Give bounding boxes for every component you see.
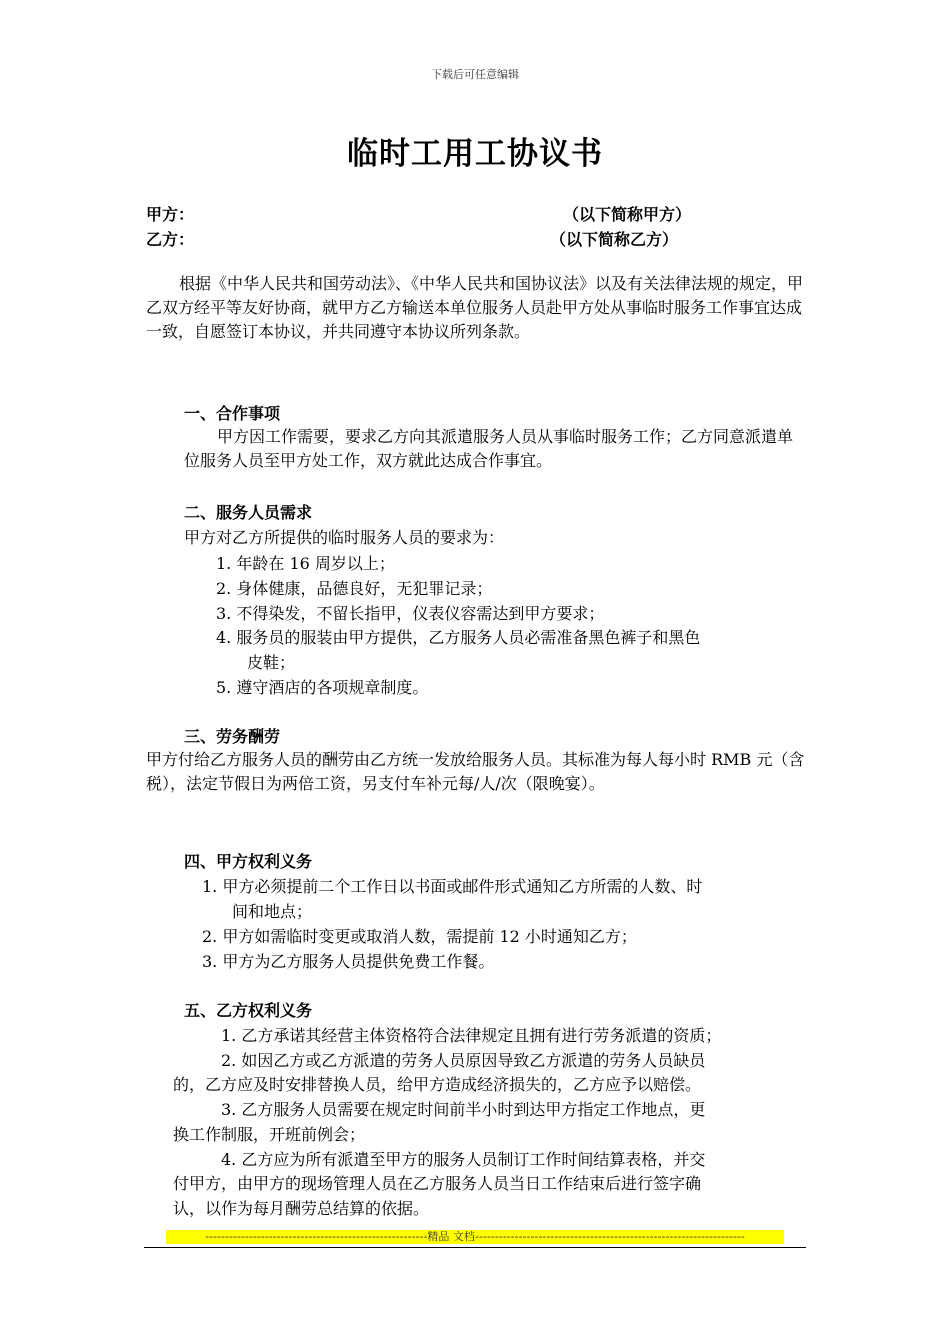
- footer-rule: [144, 1247, 806, 1248]
- document-title: 临时工用工协议书: [347, 136, 603, 172]
- list-item: 1. 甲方必须提前二个工作日以书面或邮件形式通知乙方所需的人数、时: [202, 877, 703, 896]
- party-b-note: （以下简称乙方）: [550, 230, 679, 249]
- list-item: 3. 乙方服务人员需要在规定时间前半小时到达甲方指定工作地点，更: [221, 1100, 706, 1119]
- section-5-heading: 五、乙方权利义务: [184, 1001, 313, 1020]
- list-item: 3. 甲方为乙方服务人员提供免费工作餐。: [202, 952, 495, 971]
- section-3-heading: 三、劳务酬劳: [184, 727, 281, 746]
- list-item: 2. 身体健康，品德良好，无犯罪记录；: [216, 579, 493, 598]
- list-item: 3. 不得染发，不留长指甲，仪表仪容需达到甲方要求；: [216, 604, 605, 623]
- list-item-continuation: 付甲方，由甲方的现场管理人员在乙方服务人员当日工作结束后进行签字确: [173, 1174, 702, 1193]
- list-item-continuation: 认，以作为每月酬劳总结算的依据。: [173, 1199, 430, 1218]
- list-item: 1. 年龄在 16 周岁以上；: [216, 554, 395, 573]
- section-2-heading: 二、服务人员需求: [184, 503, 313, 522]
- list-item: 4. 服务员的服装由甲方提供，乙方服务人员必需准备黑色裤子和黑色: [216, 628, 701, 647]
- list-item-continuation: 的，乙方应及时安排替换人员，给甲方造成经济损失的，乙方应予以赔偿。: [173, 1075, 702, 1094]
- list-item: 4. 乙方应为所有派遣至甲方的服务人员制订工作时间结算表格，并交: [221, 1150, 706, 1169]
- party-a-label: 甲方：: [146, 205, 195, 224]
- list-item-continuation: 间和地点；: [232, 902, 313, 921]
- header-note: 下载后可任意编辑: [431, 68, 519, 81]
- section-4-heading: 四、甲方权利义务: [184, 852, 313, 871]
- section-2-lead: 甲方对乙方所提供的临时服务人员的要求为：: [184, 528, 505, 547]
- section-3-body: 甲方付给乙方服务人员的酬劳由乙方统一发放给服务人员。其标准为每人每小时 RMB 元（含税），法定节假日为两倍工资，另支付车补元每/人/次（限晚宴）。: [146, 750, 805, 793]
- list-item: 1. 乙方承诺其经营主体资格符合法律规定且拥有进行劳务派遣的资质；: [221, 1026, 722, 1045]
- list-item: 5. 遵守酒店的各项规章制度。: [216, 678, 429, 697]
- list-item: 2. 甲方如需临时变更或取消人数，需提前 12 小时通知乙方；: [202, 927, 637, 946]
- footer-banner: --------------------------------------------------------精品 文档--------------------------------------------------------------------: [166, 1230, 784, 1244]
- party-b-label: 乙方：: [146, 230, 195, 249]
- section-1-body: 甲方因工作需要，要求乙方向其派遣服务人员从事临时服务工作；乙方同意派遣单位服务人员至甲方处工作，双方就此达成合作事宜。: [184, 427, 794, 470]
- list-item-continuation: 皮鞋；: [247, 653, 296, 672]
- intro-paragraph: 根据《中华人民共和国劳动法》、《中华人民共和国协议法》以及有关法律法规的规定，甲乙双方经平等友好协商，就甲方乙方输送本单位服务人员赴甲方处从事临时服务工作事宜达成一致，自愿签订本协议，并共同遵守本协议所列条款。: [146, 274, 804, 341]
- list-item: 2. 如因乙方或乙方派遣的劳务人员原因导致乙方派遣的劳务人员缺员: [221, 1051, 706, 1070]
- section-1-heading: 一、合作事项: [184, 404, 281, 423]
- list-item-continuation: 换工作制服，开班前例会；: [173, 1125, 366, 1144]
- party-a-note: （以下简称甲方）: [563, 205, 692, 224]
